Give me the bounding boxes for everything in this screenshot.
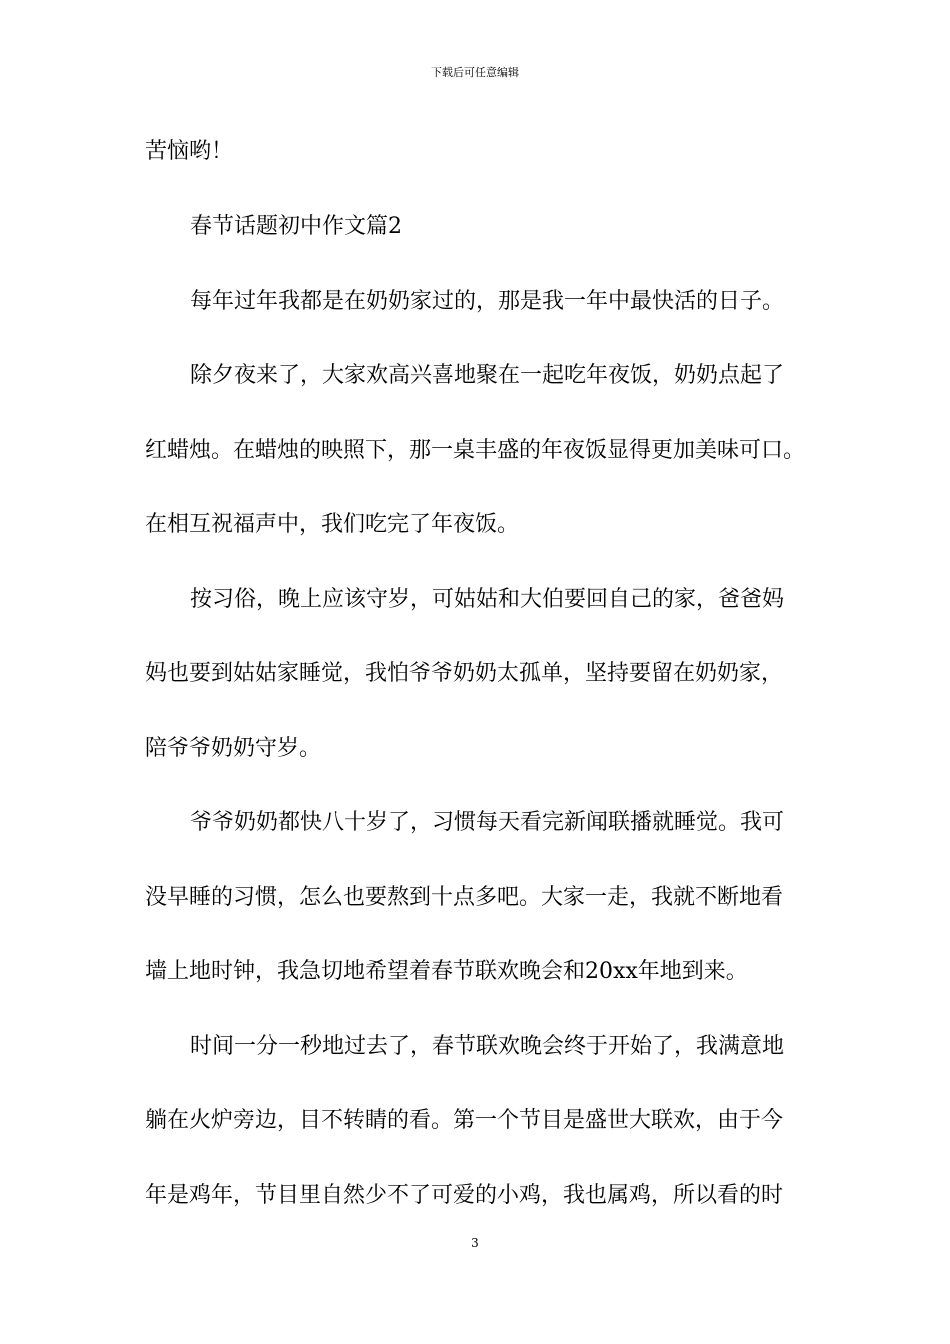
page-header: 下载后可任意编辑: [431, 66, 519, 79]
page-number: 3: [471, 1236, 479, 1250]
